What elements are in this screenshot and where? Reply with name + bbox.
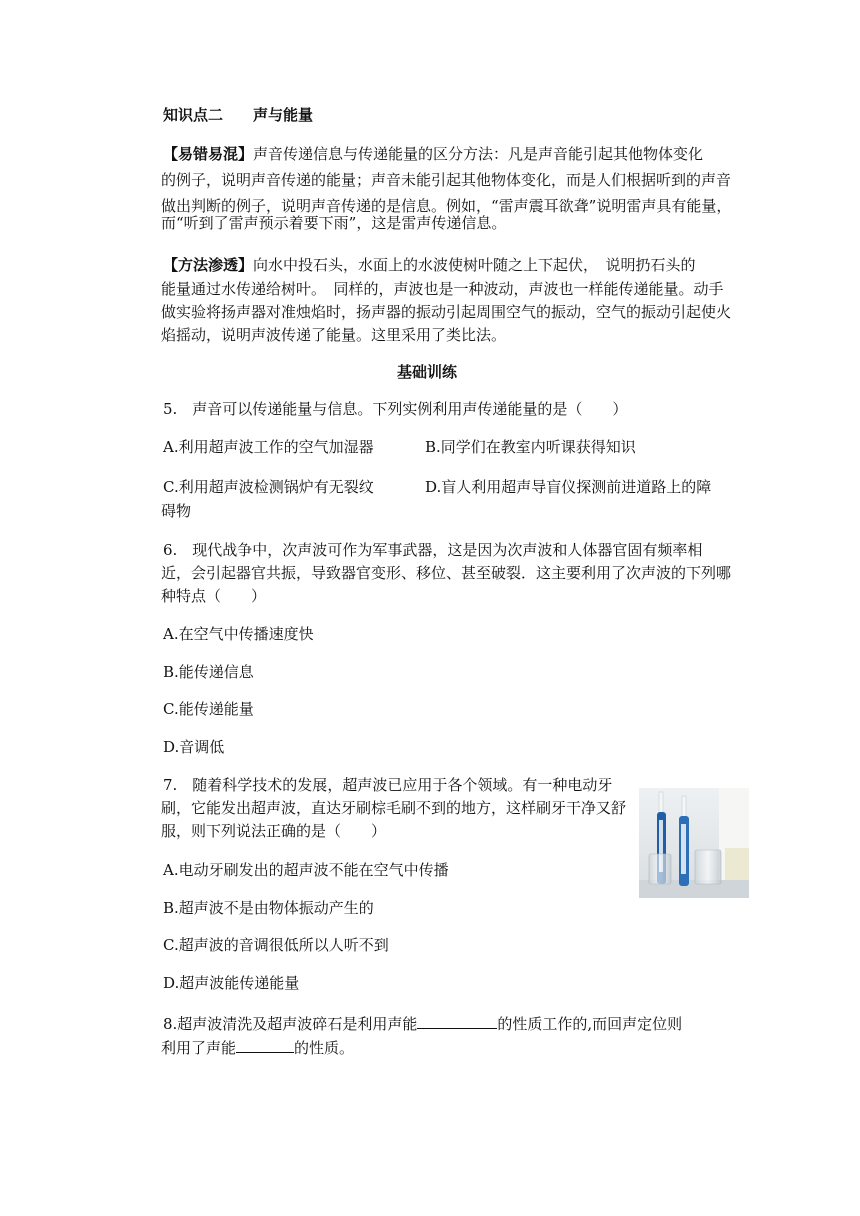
tip2-line1: [163, 255, 696, 275]
q6-line1: 6. 现代战争中，次声波可作为军事武器，这是因为次声波和人体器官固有频率相: [163, 541, 703, 559]
q5-stem: 5. 声音可以传递能量与信息。下列实例利用声传递能量的是（ ）: [163, 400, 628, 418]
q7-option-a: A.电动牙刷发出的超声波不能在空气中传播: [163, 861, 449, 879]
q6-option-b: B.能传递信息: [163, 663, 254, 681]
section-title: 知识点二 声与能量: [163, 106, 314, 124]
electric-toothbrush-photo: [639, 788, 749, 898]
q6-option-c: C.能传递能量: [163, 700, 254, 718]
q6-option-d: D.音调低: [163, 738, 225, 756]
tip1-line2: 的例子，说明声音传递的能量；声音未能引起其他物体变化，而是人们根据听到的声音: [161, 171, 732, 189]
q5-option-a: A.利用超声波工作的空气加湿器: [163, 438, 374, 456]
tip1-line1: [163, 144, 703, 164]
toothbrush-illustration: [639, 788, 749, 898]
q5-option-b: B.同学们在教室内听课获得知识: [425, 438, 636, 456]
q8-text-part2: 的性质工作的,而回声定位则: [497, 1015, 683, 1033]
training-title: 基础训练: [397, 363, 458, 381]
q5-option-d-cont: 碍物: [161, 502, 192, 520]
q8-answer-blank-1[interactable]: [417, 1012, 497, 1029]
q7-option-d: D.超声波能传递能量: [163, 974, 300, 992]
q7-line2: 刷，它能发出超声波，直达牙刷棕毛刷不到的地方，这样刷牙干净又舒: [161, 799, 627, 817]
tip1-text1: 声音传递信息与传递能量的区分方法：凡是声音能引起其他物体变化: [253, 145, 704, 163]
tip1-line3: 做出判断的例子，说明声音传递的是信息。例如，“雷声震耳欲聋”说明雷声具有能量，: [161, 197, 732, 215]
q6-line3: 种特点（ ）: [161, 587, 267, 605]
q7-line3: 服，则下列说法正确的是（ ）: [161, 822, 387, 840]
tip2-line4: 焰摇动，说明声波传递了能量。这里采用了类比法。: [161, 326, 507, 344]
q5-option-d: D.盲人利用超声导盲仪探测前进道路上的障: [425, 478, 712, 496]
q5-option-c: C.利用超声波检测锅炉有无裂纹: [163, 478, 374, 496]
tip2-line2: 能量通过水传递给树叶。 同样的，声波也是一种波动，声波也一样能传递能量。动手: [161, 280, 724, 298]
tip2-text1: 向水中投石头，水面上的水波使树叶随之上下起伏， 说明扔石头的: [253, 256, 696, 274]
q8-text-part3: 利用了声能: [161, 1039, 237, 1057]
tip1-tag: 【易错易混】: [163, 145, 254, 163]
q8-text-part4: 的性质。: [294, 1039, 355, 1057]
q6-option-a: A.在空气中传播速度快: [163, 625, 314, 643]
q8-answer-blank-2[interactable]: [236, 1036, 294, 1053]
tip2-tag: 【方法渗透】: [163, 256, 254, 274]
q8-line2: [161, 1036, 354, 1058]
q7-line1: 7. 随着科学技术的发展，超声波已应用于各个领域。有一种电动牙: [163, 776, 613, 794]
q7-option-b: B.超声波不是由物体振动产生的: [163, 899, 374, 917]
tip1-line4: 而“听到了雷声预示着要下雨”，这是雷声传递信息。: [161, 214, 507, 232]
q8-text-part1: 8.超声波清洗及超声波碎石是利用声能: [163, 1015, 418, 1033]
q8-line1: [163, 1012, 682, 1034]
tip2-line3: 做实验将扬声器对准烛焰时，扬声器的振动引起周围空气的振动，空气的振动引起使火: [161, 303, 732, 321]
q7-option-c: C.超声波的音调很低所以人听不到: [163, 936, 389, 954]
q6-line2: 近，会引起器官共振，导致器官变形、移位、甚至破裂．这主要利用了次声波的下列哪: [161, 564, 732, 582]
